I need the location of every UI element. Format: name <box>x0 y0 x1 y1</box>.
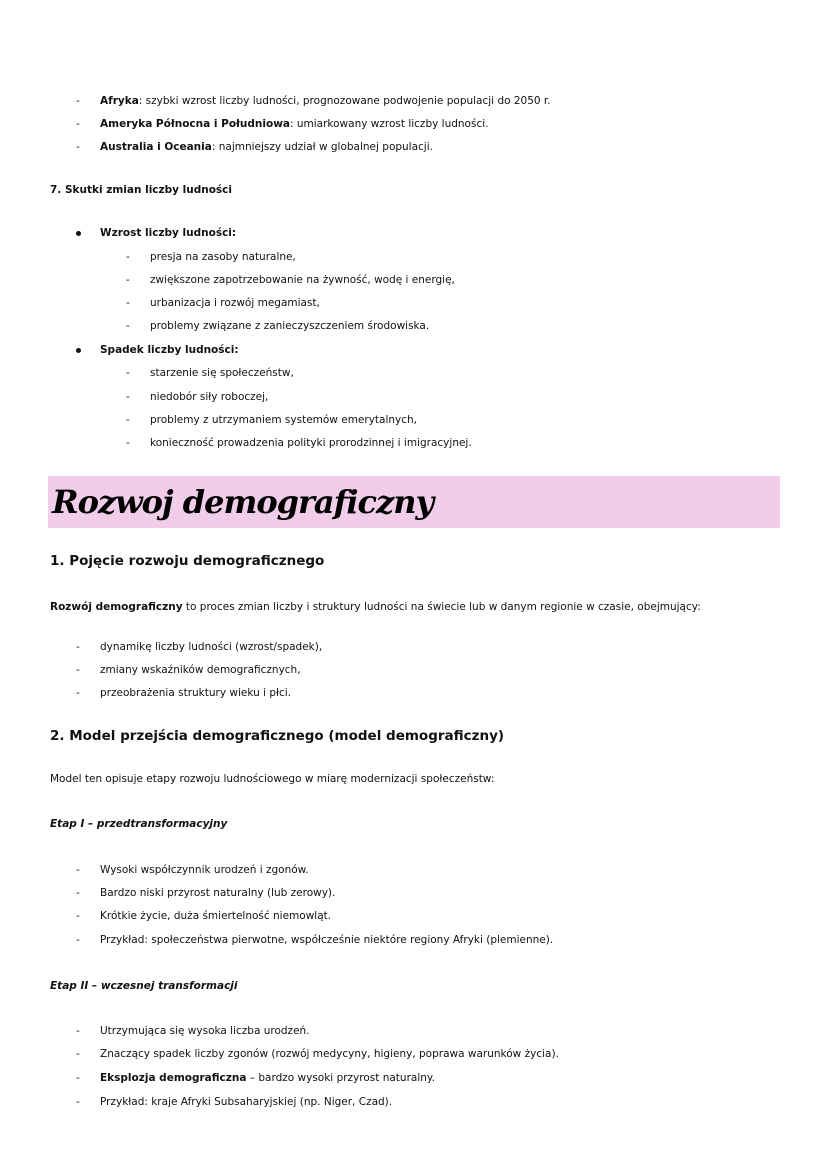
bullet-dash: - <box>76 687 80 699</box>
bullet-dash: - <box>126 320 130 332</box>
list-item: problemy z utrzymaniem systemów emerytalnych, <box>150 414 418 426</box>
bullet-dash: - <box>76 1025 80 1037</box>
item-text: : umiarkowany wzrost liczby ludności. <box>290 118 489 130</box>
bullet-dash: - <box>76 118 80 130</box>
bullet-dot <box>76 231 81 236</box>
bullet-dash: - <box>126 251 130 263</box>
list-item <box>100 1071 435 1085</box>
bullet-dash: - <box>76 641 80 653</box>
page-title: Rozwoj demograficzny <box>52 483 434 521</box>
list-item: urbanizacja i rozwój megamiast, <box>150 297 320 309</box>
bullet-dash: - <box>126 297 130 309</box>
list-label: Spadek liczby ludności: <box>100 344 239 356</box>
bullet-dash: - <box>76 1072 80 1084</box>
list-item: Znaczący spadek liczby zgonów (rozwój medycyny, higieny, poprawa warunków życia). <box>100 1048 559 1060</box>
list-item: problemy związane z zanieczyszczeniem środowiska. <box>150 320 430 332</box>
bullet-dash: - <box>126 367 130 379</box>
bullet-dash: - <box>126 391 130 403</box>
term-bold: Rozwój demograficzny <box>50 601 183 613</box>
list-item: Bardzo niski przyrost naturalny (lub zerowy). <box>100 887 336 899</box>
term-bold: Eksplozja demograficzna <box>100 1072 247 1084</box>
bullet-dash: - <box>76 934 80 946</box>
list-item: Przykład: kraje Afryki Subsaharyjskiej (np. Niger, Czad). <box>100 1096 393 1108</box>
bullet-dash: - <box>126 414 130 426</box>
item-text: : szybki wzrost liczby ludności, prognozowane podwojenie populacji do 2050 r. <box>138 95 551 107</box>
subheading-etap-1: Etap I – przedtransformacyjny <box>50 818 228 830</box>
subheading-etap-2: Etap II – wczesnej transformacji <box>50 980 238 992</box>
list-label: Wzrost liczby ludności: <box>100 227 237 239</box>
bullet-dash: - <box>126 437 130 449</box>
list-item: Utrzymująca się wysoka liczba urodzeń. <box>100 1025 310 1037</box>
list-item: starzenie się społeczeństw, <box>150 367 294 379</box>
item-bold: Australia i Oceania <box>100 141 212 153</box>
bullet-dash: - <box>126 274 130 286</box>
list-item: Wysoki współczynnik urodzeń i zgonów. <box>100 864 309 876</box>
paragraph: Model ten opisuje etapy rozwoju ludnościowego w miarę modernizacji społeczeństw: <box>50 773 495 785</box>
section-heading: 2. Model przejścia demograficznego (model demograficzny) <box>50 728 505 744</box>
list-item: przeobrażenia struktury wieku i płci. <box>100 687 292 699</box>
list-item: Przykład: społeczeństwa pierwotne, współcześnie niektóre regiony Afryki (plemienne). <box>100 934 554 946</box>
list-item: presja na zasoby naturalne, <box>150 251 296 263</box>
section-heading: 7. Skutki zmian liczby ludności <box>50 184 232 196</box>
list-item: dynamikę liczby ludności (wzrost/spadek), <box>100 641 323 653</box>
bullet-dash: - <box>76 887 80 899</box>
title-banner <box>48 476 780 528</box>
item-text: – bardzo wysoki przyrost naturalny. <box>246 1072 435 1084</box>
item-bold: Ameryka Północna i Południowa <box>100 118 290 130</box>
bullet-dash: - <box>76 1048 80 1060</box>
paragraph-text: to proces zmian liczby i struktury ludności na świecie lub w danym regionie w czasie, obejmujący: <box>182 601 701 613</box>
bullet-dot <box>76 348 81 353</box>
bullet-dash: - <box>76 664 80 676</box>
bullet-dash: - <box>76 910 80 922</box>
bullet-dash: - <box>76 141 80 153</box>
list-item: Krótkie życie, duża śmiertelność niemowląt. <box>100 910 332 922</box>
list-item: niedobór siły roboczej, <box>150 391 269 403</box>
list-item: zmiany wskaźników demograficznych, <box>100 664 301 676</box>
paragraph <box>50 600 701 614</box>
list-item <box>100 94 551 108</box>
bullet-dash: - <box>76 864 80 876</box>
bullet-dash: - <box>76 95 80 107</box>
item-bold: Afryka <box>100 95 139 107</box>
list-item: zwiększone zapotrzebowanie na żywność, wodę i energię, <box>150 274 455 286</box>
list-item <box>100 140 433 154</box>
section-heading: 1. Pojęcie rozwoju demograficznego <box>50 553 325 569</box>
list-item: konieczność prowadzenia polityki prorodzinnej i imigracyjnej. <box>150 437 472 449</box>
bullet-dash: - <box>76 1096 80 1108</box>
item-text: : najmniejszy udział w globalnej populacji. <box>211 141 433 153</box>
list-item <box>100 117 488 131</box>
